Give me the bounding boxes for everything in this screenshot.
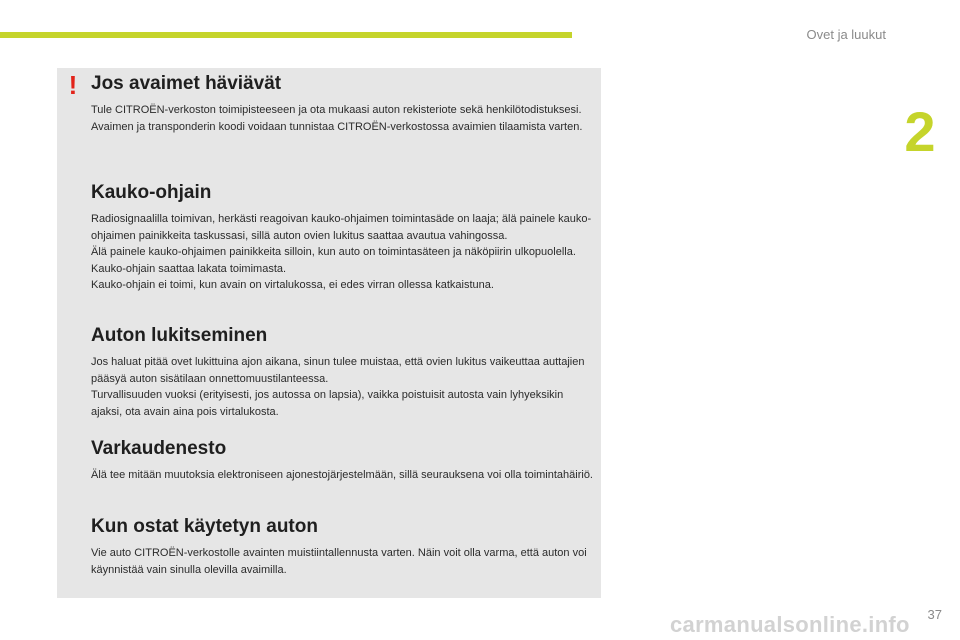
section-paragraph: Älä painele kauko-ohjaimen painikkeita silloin, kun auto on toimintasäteen ja näköpiirin ulkopuolella. Kauko-ohjain saattaa lakata toimimasta. [91, 246, 576, 275]
section-title: Jos avaimet häviävät [91, 73, 282, 94]
section-paragraph: Vie auto CITROËN-verkostolle avainten muistiintallennusta varten. Näin voit olla varma, että auton voi käynnistää vain sinulla olevilla avaimilla. [91, 547, 587, 576]
section-title: Varkaudenesto [91, 438, 227, 459]
section-paragraph: Turvallisuuden vuoksi (erityisesti, jos autossa on lapsia), vaikka poistuisit autosta vain lyhyeksikin ajaksi, ota avain aina pois virtalukosta. [91, 389, 564, 418]
section-paragraph: Radiosignaalilla toimivan, herkästi reagoivan kauko-ohjaimen toimintasäde on laaja; älä painele kauko-ohjaimen painikkeita taskussasi, sillä auton ovien lukitus saattaa avautua vahingossa. [91, 213, 592, 242]
section-title: Auton lukitseminen [91, 325, 268, 346]
section-paragraph: Kauko-ohjain ei toimi, kun avain on virtalukossa, ei edes virran ollessa katkaistuna. [91, 279, 494, 291]
section-lost-keys [91, 73, 597, 135]
section-paragraph: Tule CITROËN-verkoston toimipisteeseen ja ota mukaasi auton rekisteriote sekä henkilötodistuksesi. [91, 104, 582, 116]
section-anti-theft [91, 438, 597, 484]
section-used-car [91, 516, 597, 578]
section-car-locking [91, 325, 597, 420]
section-title: Kauko-ohjain [91, 182, 212, 203]
section-paragraph: Avaimen ja transponderin koodi voidaan tunnistaa CITROËN-verkostossa avaimien tilaamista varten. [91, 120, 583, 133]
section-remote-control [91, 182, 597, 294]
page-number: 37 [927, 607, 942, 622]
section-header: Ovet ja luukut [806, 27, 886, 42]
watermark: carmanualsonline.info [670, 612, 910, 637]
chapter-number: 2 [904, 100, 936, 163]
exclamation-icon: ! [68, 70, 78, 100]
section-paragraph: Älä tee mitään muutoksia elektroniseen ajonestojärjestelmään, sillä seurauksena voi olla toimintahäiriö. [91, 469, 593, 481]
header-accent-bar [0, 32, 572, 38]
section-paragraph: Jos haluat pitää ovet lukittuina ajon aikana, sinun tulee muistaa, että ovien lukitus vaikeuttaa auttajien pääsyä auton sisätilaan onnettomuustilanteessa. [91, 356, 585, 385]
section-title: Kun ostat käytetyn auton [91, 516, 318, 537]
